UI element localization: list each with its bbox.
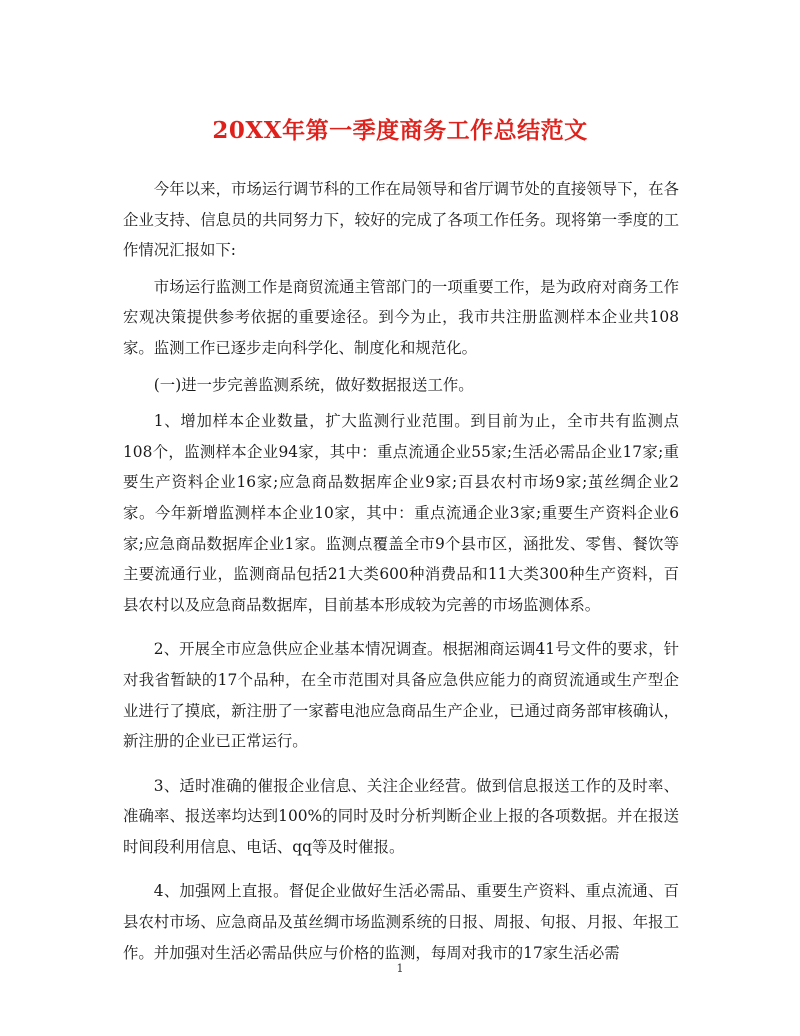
paragraph-monitoring: 市场运行监测工作是商贸流通主管部门的一项重要工作，是为政府对商务工作宏观决策提供参考依据的重要途径。到今为止，我市共注册监测样本企业共108家。监测工作已逐步走向科学化、制度化和规范化。: [123, 277, 679, 357]
paragraph-item-1: 1、增加样本企业数量，扩大监测行业范围。到目前为止，全市共有监测点108个，监测样本企业94家，其中：重点流通企业55家;生活必需品企业17家;重要生产资料企业16家;应急商品数据库企业9家;百县农村市场9家;茧丝绸企业2家。今年新增监测样本企业10家，其中：重点流通企业3家;重要生产资料企业6家;应急商品数据库企业1家。监测点覆盖全市9个县市区，涵批发、零售、餐饮等主要流通行业，监测商品包括21大类600种消费品和11大类300种生产资料，百县农村以及应急商品数据库，目前基本形成较为完善的市场监测体系。: [123, 412, 679, 614]
section-heading-1: (一)进一步完善监测系统，做好数据报送工作。: [153, 375, 474, 394]
paragraph-item-4: 4、加强网上直报。督促企业做好生活必需品、重要生产资料、重点流通、百县农村市场、应急商品及茧丝绸市场监测系统的日报、周报、旬报、月报、年报工作。并加强对生活必需品供应与价格的监测，每周对我市的17家生活必需: [123, 882, 679, 962]
paragraph-item-3: 3、适时准确的催报企业信息、关注企业经营。做到信息报送工作的及时率、准确率、报送率均达到100%的同时及时分析判断企业上报的各项数据。并在报送时间段利用信息、电话、qq等及时催报。: [123, 776, 679, 856]
document-body: [123, 174, 679, 974]
paragraph-intro: 今年以来，市场运行调节科的工作在局领导和省厅调节处的直接领导下，在各企业支持、信息员的共同努力下，较好的完成了各项工作任务。现将第一季度的工作情况汇报如下:: [123, 180, 679, 260]
page-number: 1: [396, 962, 404, 975]
document-title: 20XX年第一季度商务工作总结范文: [212, 117, 588, 144]
paragraph-item-2: 2、开展全市应急供应企业基本情况调查。根据湘商运调41号文件的要求，针对我省暂缺的17个品种，在全市范围对具备应急供应能力的商贸流通或生产型企业进行了摸底，新注册了一家蓄电池应急商品生产企业，已通过商务部审核确认，新注册的企业已正常运行。: [123, 640, 679, 751]
